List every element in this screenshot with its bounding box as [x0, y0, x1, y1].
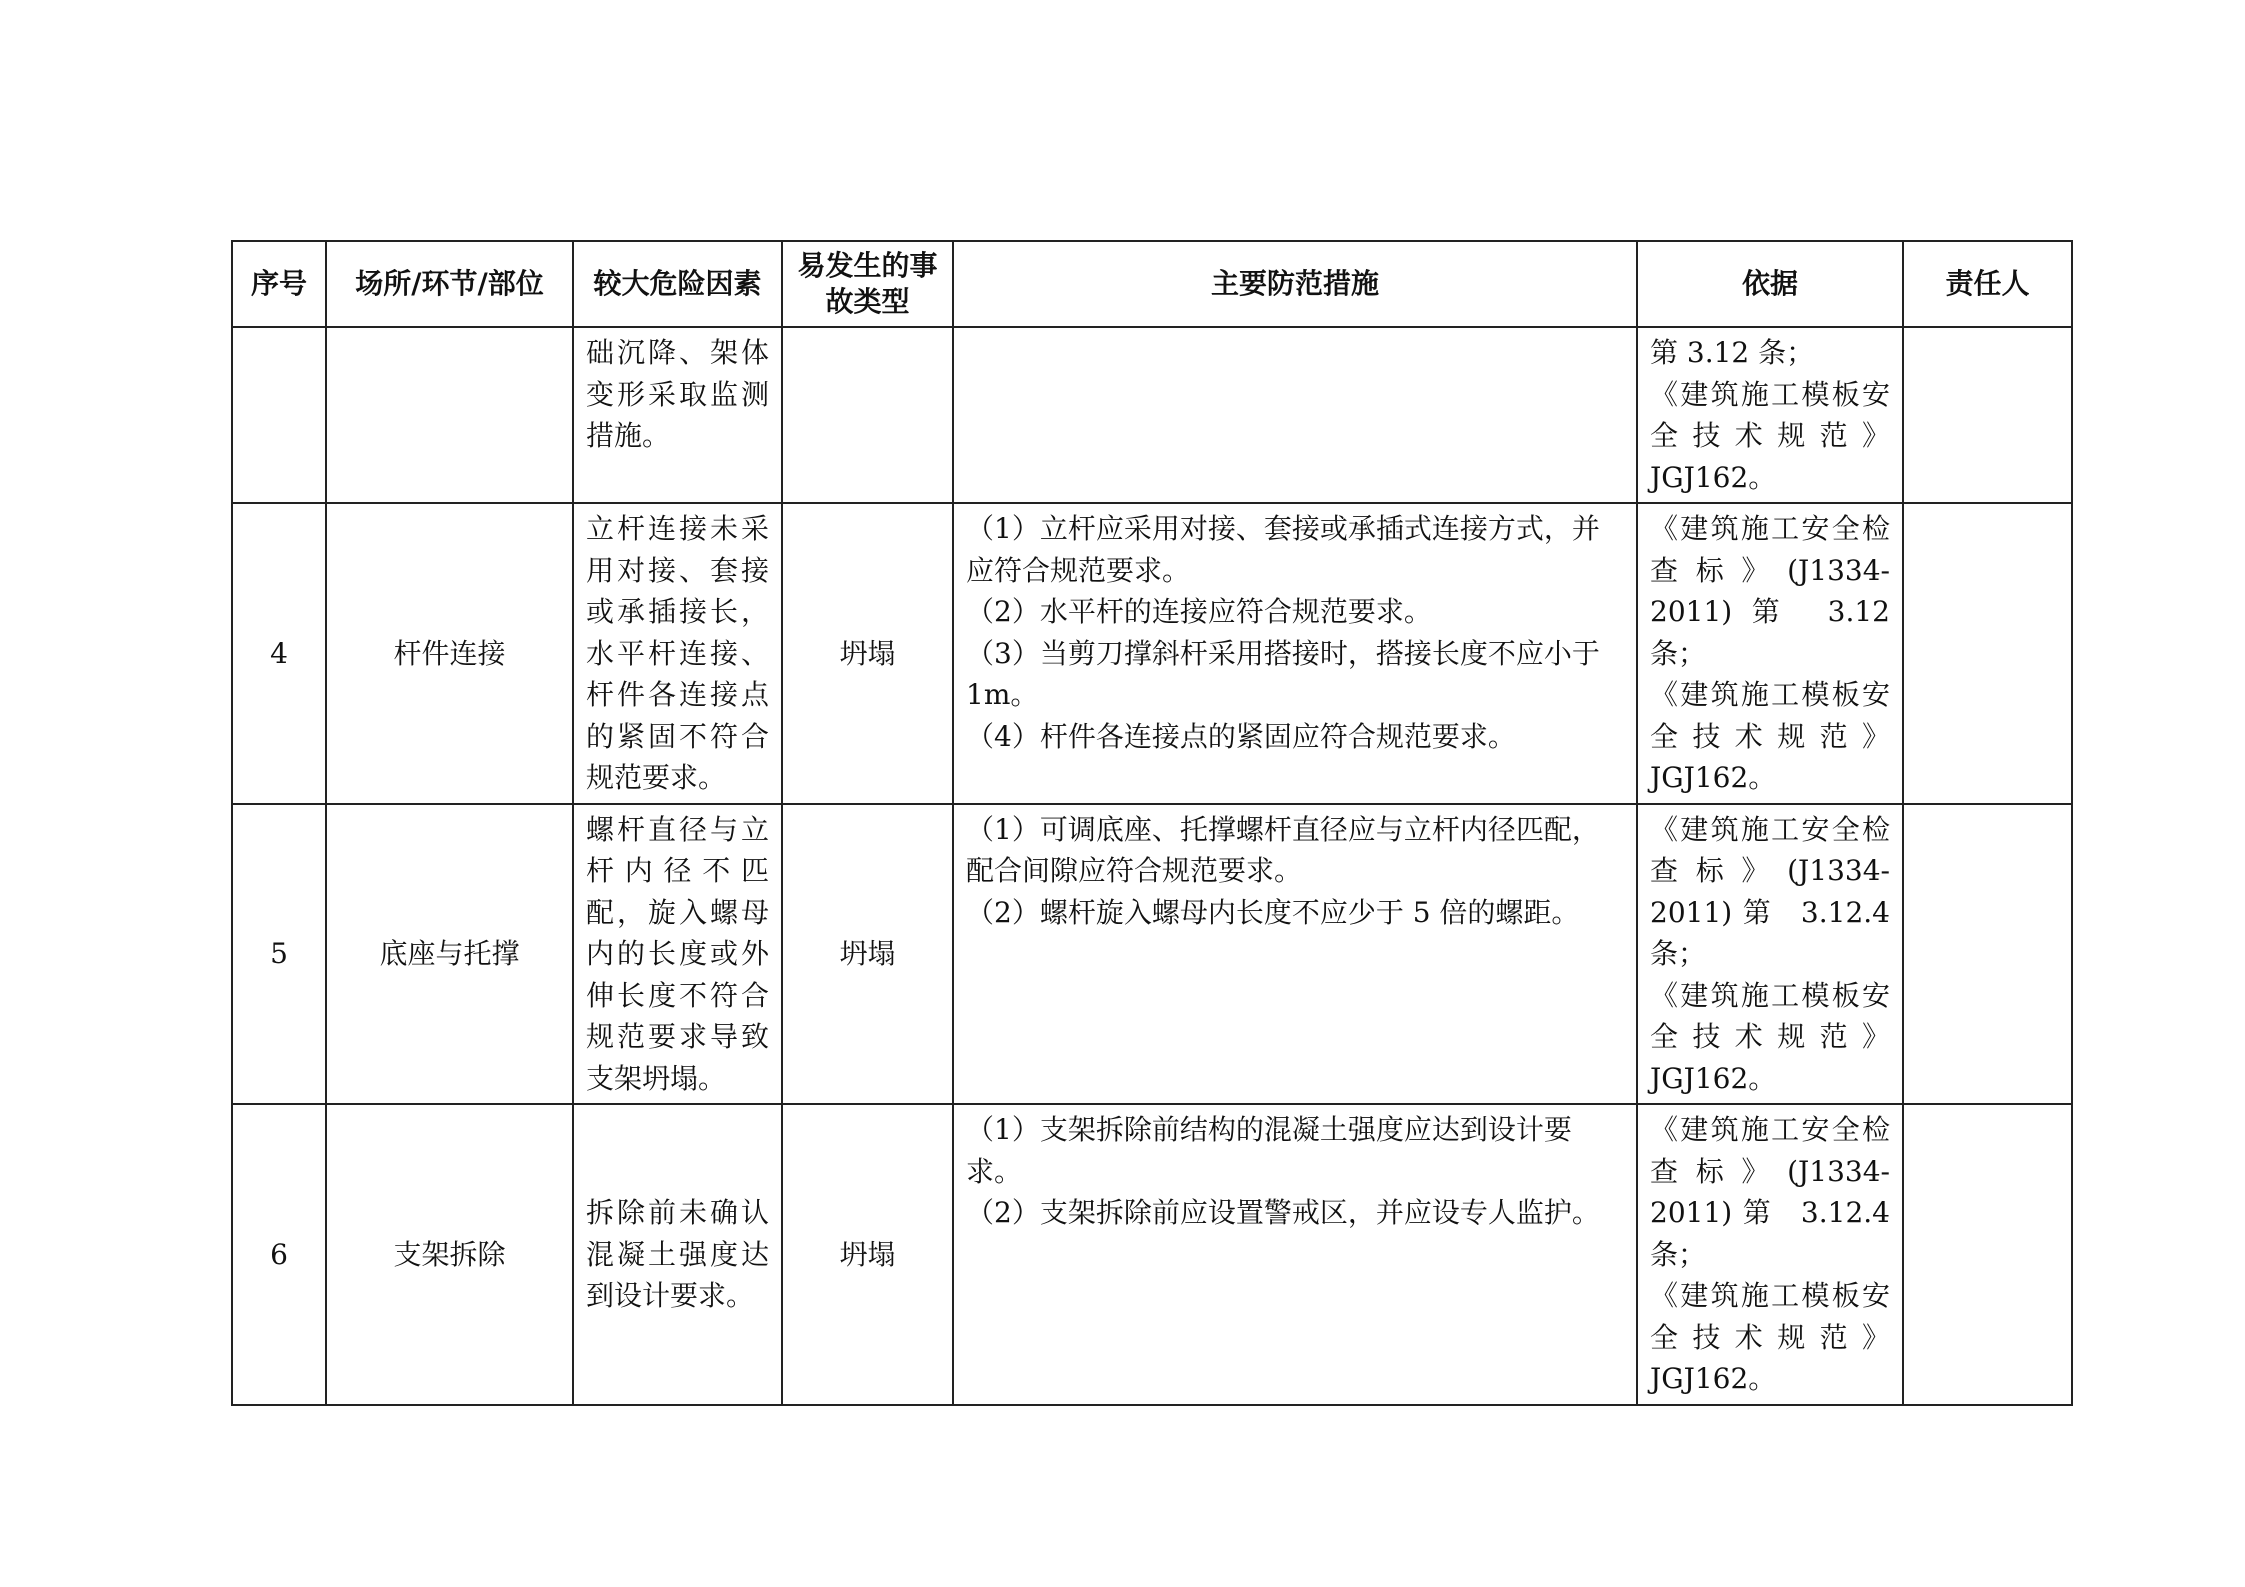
cell-responsible: [1903, 503, 2072, 804]
header-basis: 依据: [1637, 241, 1903, 327]
cell-hazard: 拆除前未确认混凝土强度达到设计要求。: [573, 1104, 782, 1405]
measure-item: （4）杆件各连接点的紧固应符合规范要求。: [966, 719, 1516, 753]
header-row: [232, 241, 2072, 327]
cell-measures: [953, 503, 1637, 804]
header-hazard: 较大危险因素: [573, 241, 782, 327]
cell-responsible: [1903, 1104, 2072, 1405]
table-row: [232, 503, 2072, 804]
table-row: [232, 804, 2072, 1105]
cell-responsible: [1903, 327, 2072, 503]
cell-accident-type: 坍塌: [782, 1104, 953, 1405]
cell-measures: [953, 1104, 1637, 1405]
cell-hazard: 螺杆直径与立杆内径不匹配，旋入螺母内的长度或外伸长度不符合规范要求导致支架坍塌。: [573, 804, 782, 1105]
header-serial: 序号: [232, 241, 326, 327]
cell-basis: [1637, 1104, 1903, 1405]
header-measures: 主要防范措施: [953, 241, 1637, 327]
basis-line: 《建筑施工安全检查标》(J1334-2011)第 3.12.4 条；: [1650, 1113, 1890, 1271]
measure-item: （1）可调底座、托撑螺杆直径应与立杆内径匹配，配合间隙应符合规范要求。: [966, 812, 1600, 887]
basis-line: 《建筑施工安全检查标》(J1334-2011)第 3.12.4 条；: [1650, 812, 1890, 970]
cell-accident-type: 坍塌: [782, 804, 953, 1105]
cell-location: 底座与托撑: [326, 804, 573, 1105]
header-location: 场所/环节/部位: [326, 241, 573, 327]
basis-line: 第 3.12 条；: [1650, 336, 1815, 369]
measure-item: （2）螺杆旋入螺母内长度不应少于 5 倍的螺距。: [966, 895, 1580, 929]
cell-accident-type: 坍塌: [782, 503, 953, 804]
cell-basis: [1637, 804, 1903, 1105]
header-accident-type: 易发生的事故类型: [782, 241, 953, 327]
measure-item: （1）立杆应采用对接、套接或承插式连接方式，并应符合规范要求。: [966, 512, 1600, 587]
cell-responsible: [1903, 804, 2072, 1105]
measure-item: （1）支架拆除前结构的混凝土强度应达到设计要求。: [966, 1113, 1572, 1188]
cell-serial: 6: [232, 1104, 326, 1405]
measure-item: （3）当剪刀撑斜杆采用搭接时，搭接长度不应小于 1m。: [966, 636, 1600, 711]
cell-measures: [953, 327, 1637, 503]
table-row: [232, 1104, 2072, 1405]
cell-serial: 4: [232, 503, 326, 804]
cell-hazard: 础沉降、架体变形采取监测措施。: [573, 327, 782, 503]
hazard-table: [231, 240, 2073, 1406]
basis-line: 《建筑施工模板安全技术规范》JGJ162。: [1650, 978, 1890, 1095]
cell-location: 支架拆除: [326, 1104, 573, 1405]
cell-basis: [1637, 503, 1903, 804]
basis-line: 《建筑施工模板安全技术规范》JGJ162。: [1650, 678, 1890, 794]
cell-basis: [1637, 327, 1903, 503]
table-row: [232, 327, 2072, 503]
cell-accident-type: [782, 327, 953, 503]
basis-line: 《建筑施工安全检查标》(J1334-2011)第 3.12 条；: [1650, 512, 1890, 670]
basis-line: 《建筑施工模板安全技术规范》JGJ162。: [1650, 377, 1890, 494]
cell-serial: [232, 327, 326, 503]
cell-serial: 5: [232, 804, 326, 1105]
basis-line: 《建筑施工模板安全技术规范》JGJ162。: [1650, 1279, 1890, 1395]
header-responsible: 责任人: [1903, 241, 2072, 327]
cell-location: 杆件连接: [326, 503, 573, 804]
measure-item: （2）水平杆的连接应符合规范要求。: [966, 595, 1432, 628]
cell-measures: [953, 804, 1637, 1105]
cell-location: [326, 327, 573, 503]
cell-hazard: 立杆连接未采用对接、套接或承插接长，水平杆连接、杆件各连接点的紧固不符合规范要求。: [573, 503, 782, 804]
measure-item: （2）支架拆除前应设置警戒区，并应设专人监护。: [966, 1196, 1600, 1229]
